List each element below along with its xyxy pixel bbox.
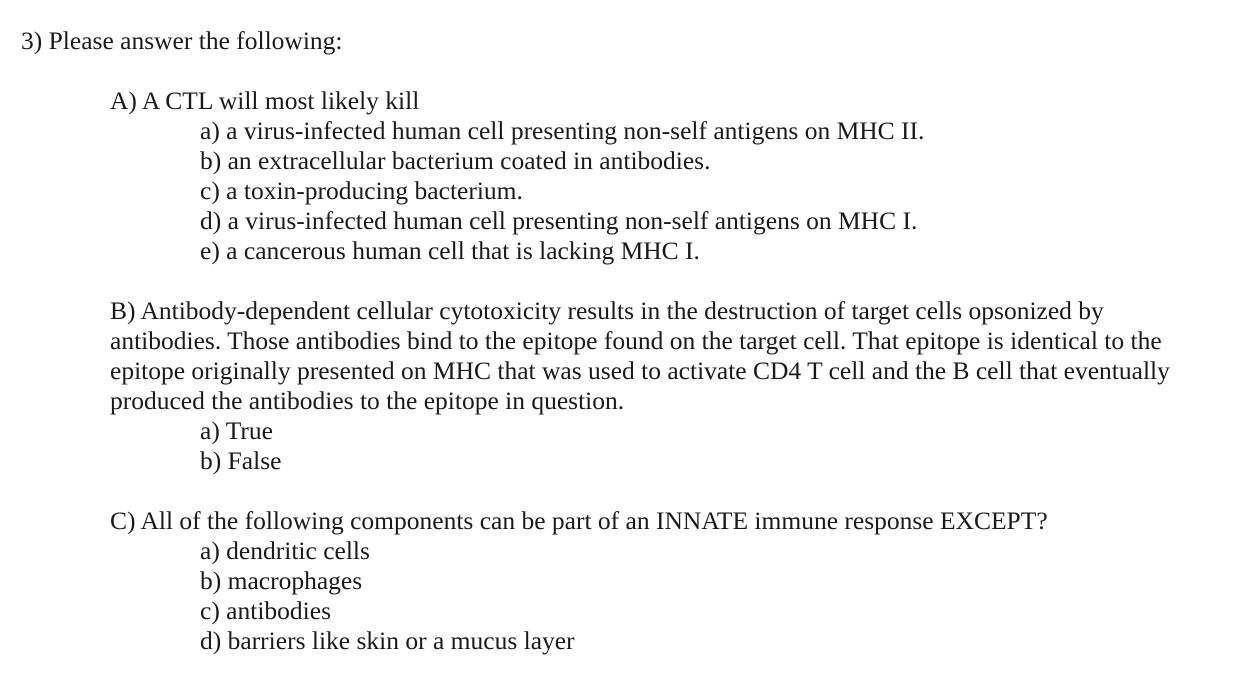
question-c-options bbox=[110, 536, 1048, 656]
question-a-option-e: e) a cancerous human cell that is lacking MHC I. bbox=[200, 236, 700, 265]
question-b-stem: B) Antibody-dependent cellular cytotoxicity results in the destruction of target cells opsonized by antibodies. Those antibodies bind to the epitope found on the target cell. That epitope is identical to the epitope originally presented on MHC that was used to activate CD4 T cell and the B cell that eventually produced the antibodies to the epitope in question. bbox=[110, 296, 1170, 415]
question-c-option-d: d) barriers like skin or a mucus layer bbox=[200, 626, 575, 655]
question-a-options bbox=[110, 116, 924, 266]
question-b bbox=[110, 296, 1200, 476]
question-c bbox=[110, 506, 1048, 656]
question-c-stem: C) All of the following components can be part of an INNATE immune response EXCEPT? bbox=[110, 506, 1048, 535]
question-b-options bbox=[110, 416, 1200, 476]
question-b-option-a: a) True bbox=[200, 416, 273, 445]
question-a-option-d: d) a virus-infected human cell presenting non-self antigens on MHC I. bbox=[200, 206, 918, 235]
question-a-option-a: a) a virus-infected human cell presenting non-self antigens on MHC II. bbox=[200, 116, 925, 145]
question-a-stem: A) A CTL will most likely kill bbox=[110, 86, 420, 115]
question-c-option-c: c) antibodies bbox=[200, 596, 331, 625]
question-c-option-b: b) macrophages bbox=[200, 566, 363, 595]
question-a-option-b: b) an extracellular bacterium coated in antibodies. bbox=[200, 146, 711, 175]
question-a-option-c: c) a toxin-producing bacterium. bbox=[200, 176, 523, 205]
section-header: 3) Please answer the following: bbox=[21, 26, 343, 55]
question-c-option-a: a) dendritic cells bbox=[200, 536, 370, 565]
question-b-option-b: b) False bbox=[200, 446, 282, 475]
question-a bbox=[110, 86, 924, 266]
